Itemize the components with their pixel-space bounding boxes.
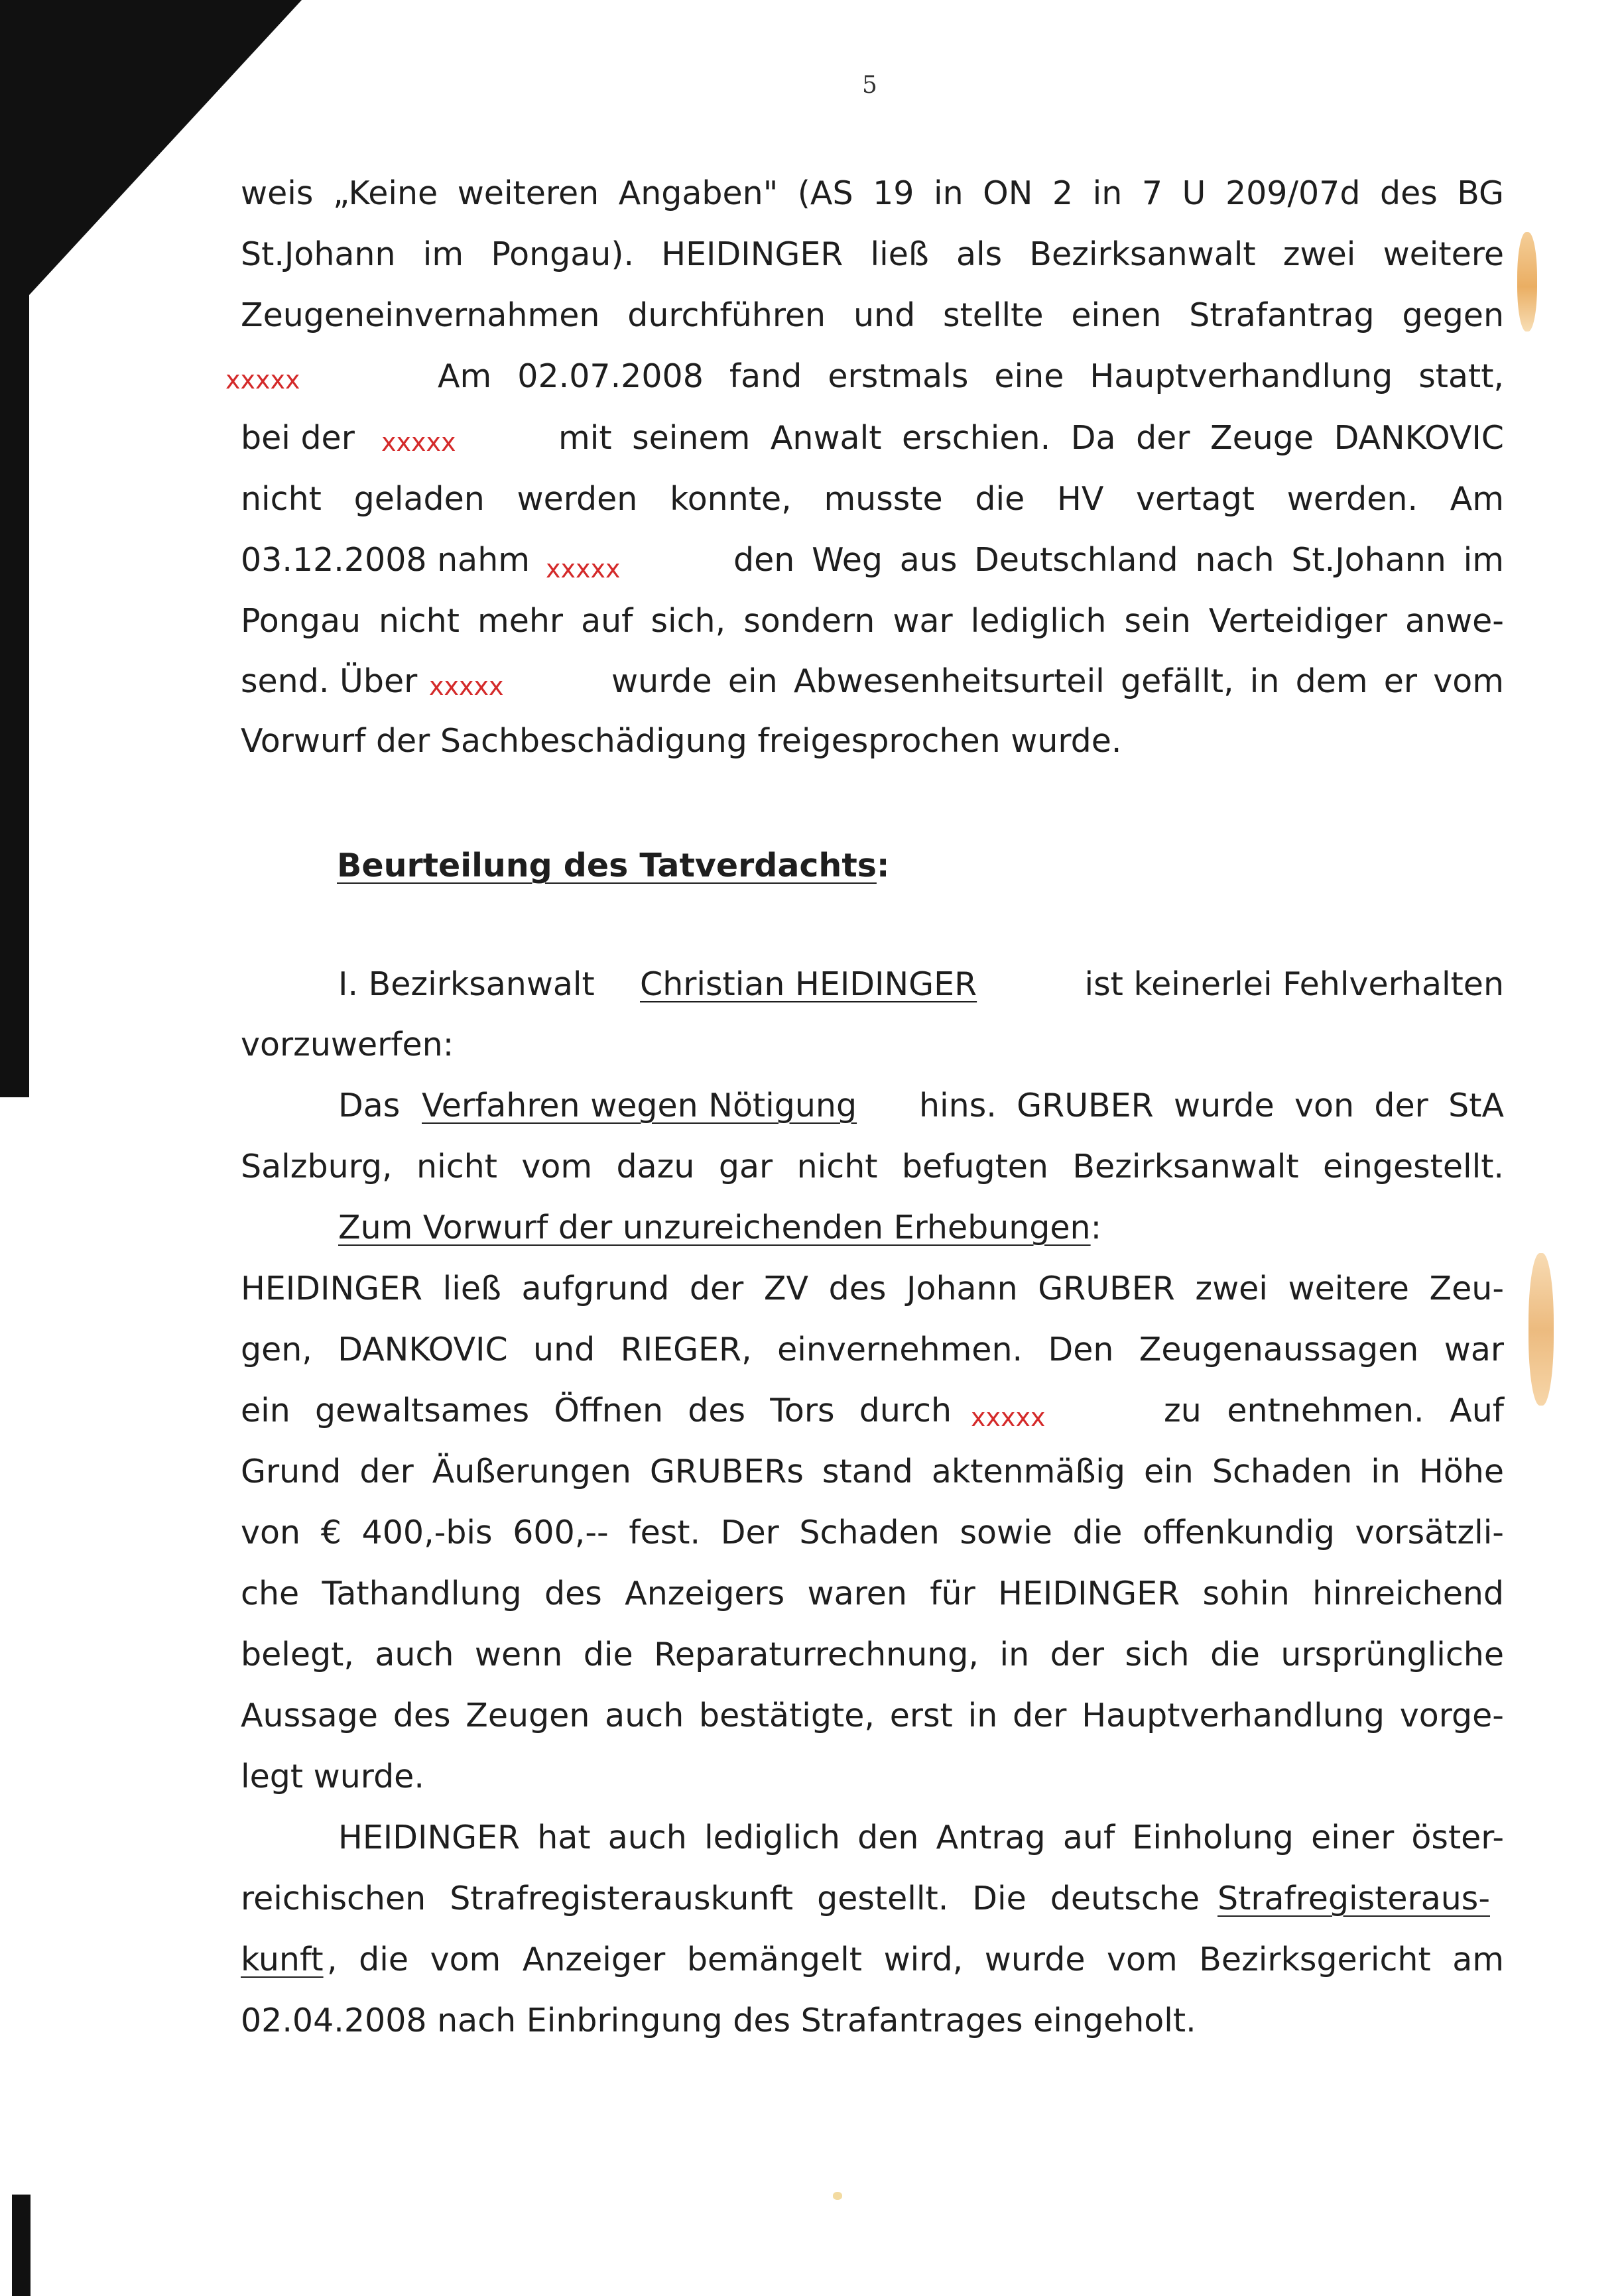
text-line: von € 400,-bis 600,-- fest. Der Schaden sowie die offenkundig vorsätzli- xyxy=(241,1514,1504,1551)
text-line: nicht geladen werden konnte, musste die HV vertagt werden. Am xyxy=(241,480,1504,518)
redaction-mark: xxxxx xyxy=(971,1403,1046,1432)
text-line: Grund der Äußerungen GRUBERs stand aktenmäßig ein Schaden in Höhe xyxy=(241,1453,1504,1490)
text-line: , die vom Anzeiger bemängelt wird, wurde vom Bezirksgericht am xyxy=(327,1941,1504,1978)
person-name: Christian HEIDINGER xyxy=(640,965,977,1003)
redaction-mark: xxxxx xyxy=(225,365,300,394)
text-line: den Weg aus Deutschland nach St.Johann im xyxy=(733,541,1504,579)
text-line: ist keinerlei Fehlverhalten xyxy=(1084,965,1504,1003)
text-line: send. Über xyxy=(241,662,418,700)
text-line: mit seinem Anwalt erschien. Da der Zeuge DANKOVIC xyxy=(558,419,1504,457)
text-line: HEIDINGER ließ aufgrund der ZV des Johann GRUBER zwei weitere Zeu- xyxy=(241,1270,1504,1307)
text-line: reichischen Strafregisterauskunft gestellt. Die deutsche xyxy=(241,1880,1200,1917)
text-line: belegt, auch wenn die Reparaturrechnung, in der sich die ursprüngliche xyxy=(241,1636,1504,1673)
text-line: kunft xyxy=(241,1941,324,1978)
page-number: 5 xyxy=(862,72,877,99)
text-line: zu entnehmen. Auf xyxy=(1164,1392,1504,1429)
underlined-phrase: Strafregisteraus- xyxy=(1217,1880,1490,1917)
text-line: 03.12.2008 nahm xyxy=(241,541,530,579)
text-line: HEIDINGER hat auch lediglich den Antrag auf Einholung einer öster- xyxy=(338,1819,1504,1856)
text-line: Vorwurf der Sachbeschädigung freigesprochen wurde. xyxy=(241,722,1122,760)
underlined-phrase: Verfahren wegen Nötigung xyxy=(422,1087,857,1124)
scan-edge-shadow xyxy=(0,292,29,1097)
text-line: St.Johann im Pongau). HEIDINGER ließ als Bezirksanwalt zwei weitere xyxy=(241,235,1504,273)
scan-edge-shadow-bottom xyxy=(12,2195,31,2296)
text-line: Salzburg, nicht vom dazu gar nicht befugten Bezirksanwalt eingestellt. xyxy=(241,1148,1504,1185)
section-heading: Beurteilung des Tatverdachts: xyxy=(337,847,890,884)
paper-stain xyxy=(833,2192,842,2200)
text-line: ein gewaltsames Öffnen des Tors durch xyxy=(241,1392,952,1429)
text-line: bei der xyxy=(241,419,355,457)
redaction-mark: xxxxx xyxy=(381,428,456,457)
text-line: Pongau nicht mehr auf sich, sondern war lediglich sein Verteidiger anwe- xyxy=(241,602,1504,640)
subheading: Zum Vorwurf der unzureichenden Erhebungen: xyxy=(338,1209,1102,1246)
text-line: che Tathandlung des Anzeigers waren für HEIDINGER sohin hinreichend xyxy=(241,1575,1504,1612)
text-line: gen, DANKOVIC und RIEGER, einvernehmen. Den Zeugenaussagen war xyxy=(241,1331,1504,1368)
text-line: 02.04.2008 nach Einbringung des Strafantrages eingeholt. xyxy=(241,2002,1196,2039)
text-line: wurde ein Abwesenheitsurteil gefällt, in dem er vom xyxy=(611,662,1504,700)
paper-stain xyxy=(1517,232,1537,332)
text-line: Zeugeneinvernahmen durchführen und stellte einen Strafantrag gegen xyxy=(241,296,1504,334)
text-line: hins. GRUBER wurde von der StA xyxy=(919,1087,1504,1124)
text-line: legt wurde. xyxy=(241,1758,424,1795)
text-line: Am 02.07.2008 fand erstmals eine Hauptverhandlung statt, xyxy=(438,357,1504,395)
redaction-mark: xxxxx xyxy=(546,554,621,583)
text-line: Aussage des Zeugen auch bestätigte, erst in der Hauptverhandlung vorge- xyxy=(241,1697,1504,1734)
text-line: Das xyxy=(338,1087,401,1124)
text-line: weis „Keine weiteren Angaben" (AS 19 in ON 2 in 7 U 209/07d des BG xyxy=(241,174,1504,212)
text-line: I. Bezirksanwalt xyxy=(338,965,595,1003)
text-line: vorzuwerfen: xyxy=(241,1026,454,1063)
paper-stain xyxy=(1528,1253,1554,1406)
redaction-mark: xxxxx xyxy=(429,672,504,701)
